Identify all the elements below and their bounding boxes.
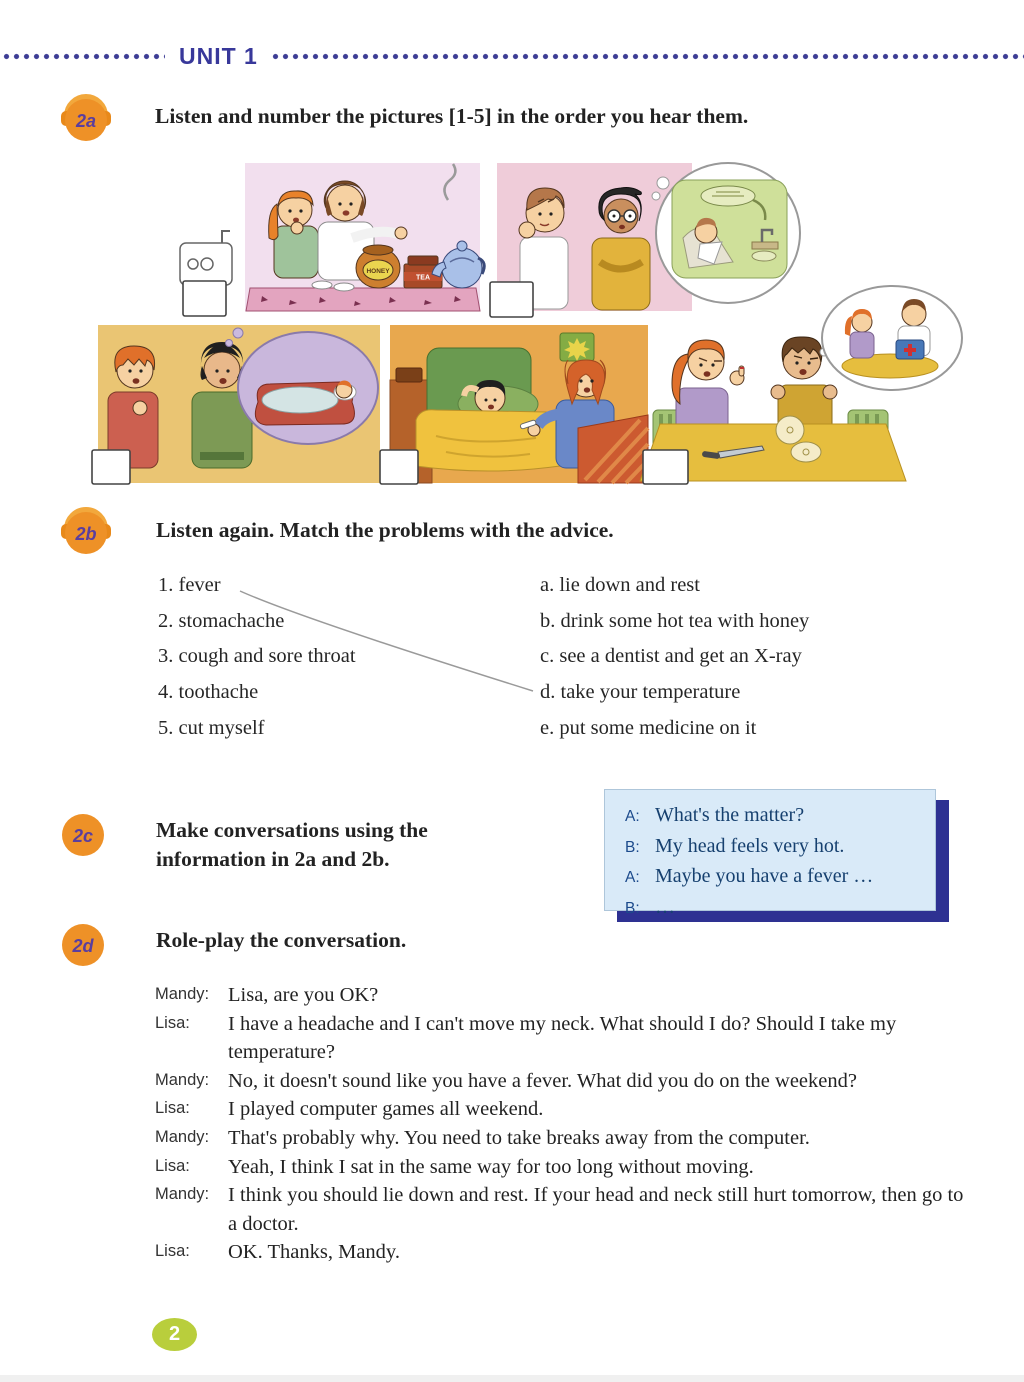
honey-label: HONEY: [366, 268, 390, 275]
badge-2d-label: 2d: [72, 936, 94, 956]
speaker-label: Mandy:: [155, 1127, 210, 1146]
example-line-text: My head feels very hot.: [655, 834, 845, 857]
speaker-label: Mandy:: [155, 1185, 210, 1204]
header-dotted-line-left: [3, 53, 165, 61]
speaker-label: Lisa:: [155, 1013, 190, 1032]
advice-item[interactable]: a. lie down and rest: [540, 574, 700, 596]
problem-item[interactable]: 3. cough and sore throat: [158, 645, 356, 668]
advice-list: [540, 574, 940, 752]
example-line-text: …: [655, 895, 675, 918]
picture-strip: [0, 156, 1024, 490]
activity-badge-2b: [58, 503, 114, 559]
advice-item[interactable]: e. put some medicine on it: [540, 716, 757, 739]
wall-clock: [560, 333, 594, 361]
answer-box-1[interactable]: [183, 281, 226, 316]
speaker-label: A:: [625, 808, 640, 825]
dialogue-turn: [155, 1124, 967, 1153]
speaker-label: B:: [625, 838, 640, 856]
problems-list: [158, 574, 488, 752]
page-number-badge: 2: [152, 1318, 197, 1351]
instruction-2c: [156, 816, 576, 874]
dialogue-text: I have a headache and I can't move my neck. What should I do? Should I take my temperature?: [228, 1012, 897, 1064]
role-play-conversation: [155, 981, 967, 1267]
dialogue-turn: [155, 1067, 967, 1096]
instruction-2d: Role-play the conversation.: [156, 928, 407, 952]
example-line-text: Maybe you have a fever …: [655, 865, 874, 887]
answer-box-3[interactable]: [92, 450, 130, 484]
example-line: [625, 832, 935, 863]
dialogue-text: That's probably why. You need to take breaks away from the computer.: [228, 1126, 810, 1149]
example-line: [625, 801, 935, 832]
answer-box-5[interactable]: [643, 450, 688, 484]
first-aid-kit: [896, 340, 924, 359]
picture-fever-scene: [380, 325, 648, 484]
tea-label: TEA: [416, 274, 430, 282]
problem-item[interactable]: 5. cut myself: [158, 716, 265, 739]
page-bottom-edge: [0, 1375, 1024, 1382]
header-dotted-line-right: [272, 53, 1024, 61]
activity-badge-2c: [60, 812, 106, 858]
speaker-label: Lisa:: [155, 1099, 190, 1118]
speaker-label: Mandy:: [155, 985, 210, 1003]
speaker-label: A:: [625, 869, 640, 886]
example-line: [625, 893, 935, 924]
problem-item[interactable]: 1. fever: [158, 574, 221, 596]
dialogue-turn: [155, 981, 967, 1010]
advice-item[interactable]: b. drink some hot tea with honey: [540, 609, 810, 632]
dialogue-text: I think you should lie down and rest. If your head and neck still hurt tomorrow, then go to a doctor.: [228, 1184, 964, 1235]
answer-box-2[interactable]: [490, 282, 533, 317]
problem-item[interactable]: 4. toothache: [158, 681, 259, 704]
instruction-2c-line2: information in 2a and 2b.: [156, 847, 390, 871]
first-aid-thought-bubble: [820, 286, 962, 390]
speaker-label: Lisa:: [155, 1156, 190, 1175]
advice-item[interactable]: d. take your temperature: [540, 681, 741, 704]
speaker-label: Mandy:: [155, 1070, 210, 1089]
kitchen-appliance: [180, 231, 232, 285]
dialogue-turn: [155, 1181, 967, 1238]
problem-item[interactable]: 2. stomachache: [158, 609, 285, 632]
answer-box-4[interactable]: [380, 450, 418, 484]
picture-tea-honey-scene: [180, 163, 484, 316]
dialogue-text: Yeah, I think I sat in the same way for too long without moving.: [228, 1155, 754, 1178]
example-dialogue-box: [604, 789, 936, 918]
speaker-label: Lisa:: [155, 1242, 190, 1261]
dialogue-text: OK. Thanks, Mandy.: [228, 1241, 400, 1264]
dialogue-text: I played computer games all weekend.: [228, 1098, 544, 1121]
picture-toothache-scene: [490, 163, 800, 317]
unit-title: UNIT 1: [179, 43, 258, 69]
advice-item[interactable]: c. see a dentist and get an X-ray: [540, 645, 802, 668]
woman-in-yellow: [592, 188, 650, 311]
picture-cut-finger-scene: [640, 286, 962, 484]
badge-2c-label: 2c: [72, 826, 94, 846]
dialogue-turn: [155, 1010, 967, 1067]
activity-badge-2a: [58, 90, 114, 146]
speaker-label: B:: [625, 899, 640, 917]
example-line-text: What's the matter?: [655, 804, 805, 826]
dialogue-turn: [155, 1238, 967, 1267]
dialogue-turn: [155, 1153, 967, 1182]
instruction-2c-line1: Make conversations using the: [156, 818, 428, 842]
activity-badge-2d: [60, 922, 106, 968]
dialogue-text: Lisa, are you OK?: [228, 984, 379, 1006]
dialogue-turn: [155, 1095, 967, 1124]
dialogue-text: No, it doesn't sound like you have a fever. What did you do on the weekend?: [228, 1069, 857, 1092]
instruction-2b: Listen again. Match the problems with the advice.: [156, 518, 614, 542]
badge-2b-label: 2b: [75, 524, 97, 544]
badge-2a-label: 2a: [75, 111, 97, 131]
instruction-2a: Listen and number the pictures [1-5] in the order you hear them.: [155, 104, 749, 128]
example-line: [625, 862, 935, 893]
picture-lie-down-scene: [92, 325, 380, 484]
